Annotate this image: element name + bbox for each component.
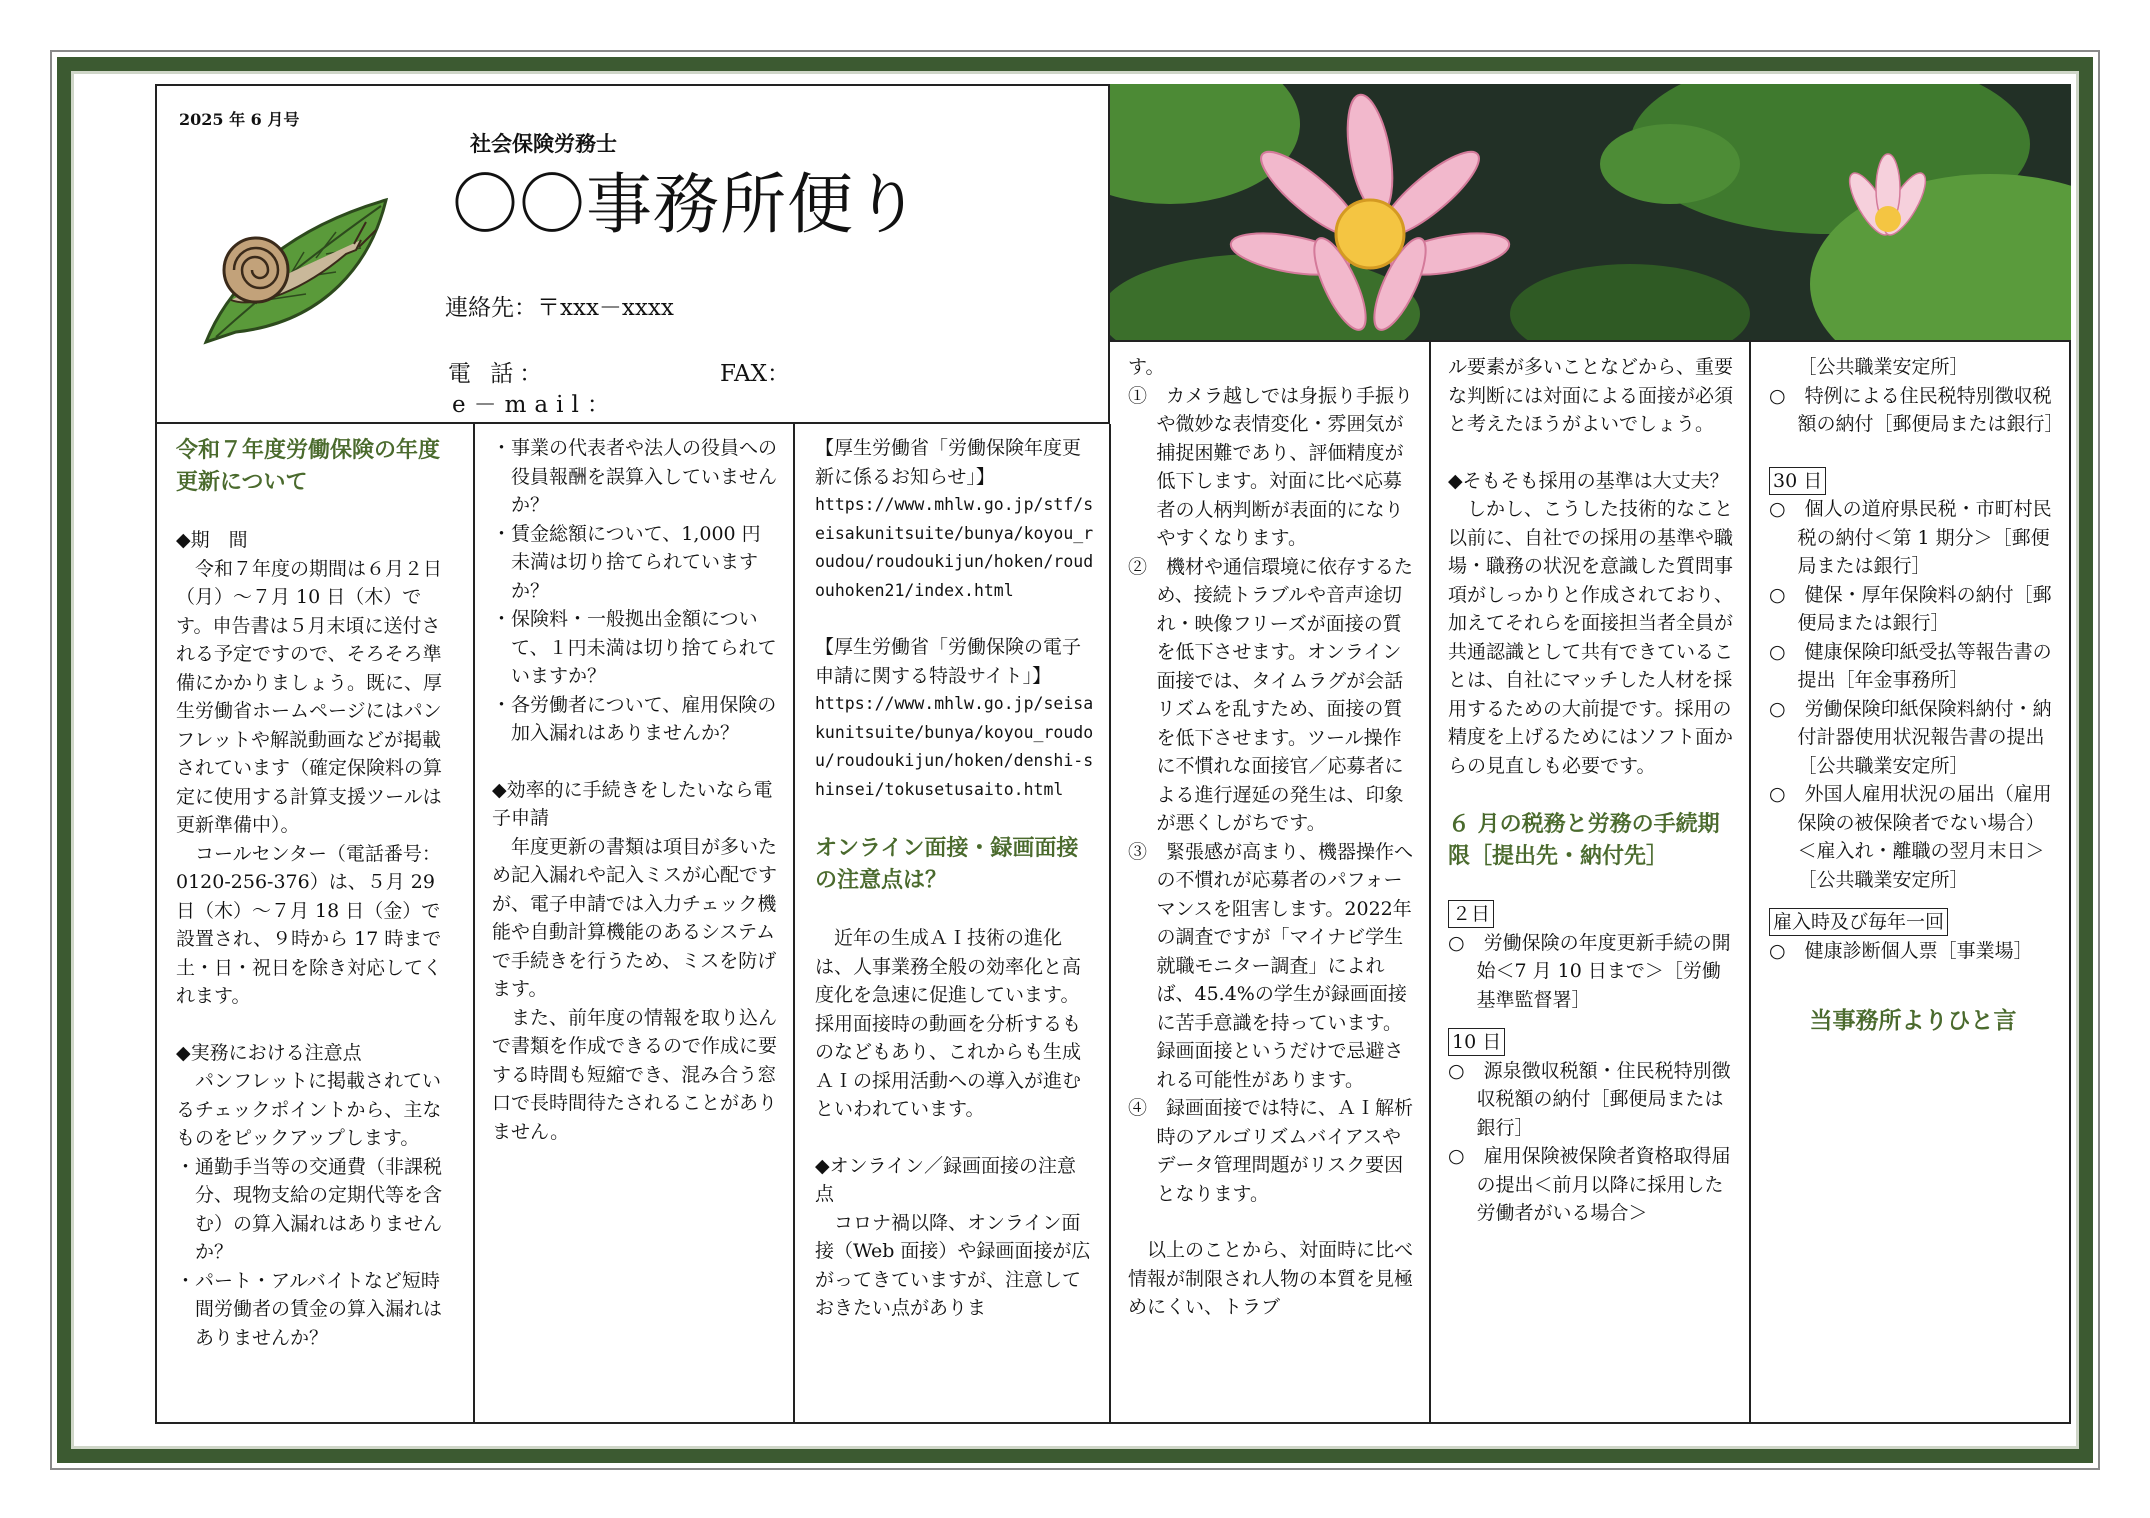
deadline-heading: ６ 月の税務と労務の手続期限［提出先・納付先］ xyxy=(1448,811,1720,869)
hiring-criteria-paragraph: しかし、こうした技術的なこと以前に、自社での採用の基準や職場・職務の状況を意識した質問事項がしっかりと作成されており、加えてそれらを面接担当者全員が共通認識として共有できていることは、自社にマッチした人材を採用するための大前提です。採用の精度を上げるためにはソフト面からの見直しも必要です。 xyxy=(1448,498,1734,777)
hiring-criteria-subheading: ◆そもそも採用の基準は大丈夫？ xyxy=(1448,469,1729,492)
e-filing-subheading: ◆効率的に手続きをしたいなら電子申請 xyxy=(492,778,773,829)
reference-title: 【厚生労働省「労働保険の電子申請に関する特設サイト」】 xyxy=(815,636,1082,687)
snail-on-leaf-illustration xyxy=(196,192,391,350)
period-subheading: ◆期 間 xyxy=(176,529,248,551)
contact-email: e－mail： xyxy=(452,392,618,418)
column-1 xyxy=(155,424,475,1424)
hiring-time-label: 雇入時及び毎年一回 xyxy=(1769,908,1948,936)
e-filing-paragraph-2: また、前年度の情報を取り込んで書類を作成できるので作成に要する時間も短縮でき、混み合う窓口で長時間待たされることがありません。 xyxy=(492,1006,778,1143)
checkpoint-item: ・保険料・一般拠出金額について、１円未満は切り捨てられていますか？ xyxy=(492,608,777,687)
deadline-item: ○ 雇用保険被保険者資格取得届の提出＜前月以降に採用した労働者がいる場合＞ xyxy=(1448,1145,1731,1224)
water-lily-photo xyxy=(1110,84,2071,342)
column-4 xyxy=(1111,342,1431,1424)
date-label-30: 30 日 xyxy=(1769,467,1826,495)
online-interview-heading: オンライン面接・録画面接の注意点は？ xyxy=(815,835,1079,893)
continued-text: す。 xyxy=(1128,356,1165,378)
column-3 xyxy=(795,424,1111,1424)
online-caution-paragraph: コロナ禍以降、オンライン面接（Web 面接）や録画面接が広がってきていますが、注意しておきたい点がありま xyxy=(815,1211,1091,1319)
column-6 xyxy=(1751,342,2071,1424)
deadline-item: ○ 労働保険印紙保険料納付・納付計器使用状況報告書の提出［公共職業安定所］ xyxy=(1769,697,2052,777)
checkpoint-item: ・パート・アルバイトなど短時間労働者の賃金の算入漏れはありませんか？ xyxy=(176,1269,443,1349)
reference-title: 【厚生労働省「労働保険年度更新に係るお知らせ」】 xyxy=(815,437,1082,488)
deadline-item: ○ 健保・厚年保険料の納付［郵便局または銀行］ xyxy=(1769,583,2052,634)
reference-url[interactable]: https://www.mhlw.go.jp/stf/seisakunitsuite/bunya/koyou_roudou/roudoukijun/hoken/roudouhoken21/index.html xyxy=(815,495,1094,600)
office-word-heading: 当事務所よりひと言 xyxy=(1809,1007,2017,1034)
numbered-point: ② 機材や通信環境に依存するため、接続トラブルや音声途切れ・映像フリーズが面接の質を低下させます。オンライン面接では、タイムラグが会話リズムを乱すため、面接の質を低下させます。ツール操作に不慣れな面接官／応募者による進行遅延の発生は、印象が悪くしがちです。 xyxy=(1128,555,1414,834)
caution-subheading: ◆実務における注意点 xyxy=(176,1041,362,1064)
contact-fax: FAX： xyxy=(720,361,790,387)
caution-paragraph: パンフレットに掲載されているチェックポイントから、主なものをピックアップします。 xyxy=(176,1070,442,1149)
column-5 xyxy=(1431,342,1751,1424)
continued-text: ル要素が多いことなどから、重要な判断には対面による面接が必須と考えたほうがよいでしょう。 xyxy=(1448,356,1734,435)
deadline-item: ○ 外国人雇用状況の届出（雇用保険の被保険者でない場合）＜雇入れ・離職の翌月末日＞［公共職業安定所］ xyxy=(1769,783,2052,891)
period-paragraph: 令和７年度の期間は６月２日（月）～７月 10 日（木）です。申告書は５月末頃に送付される予定ですので、そろそろ準備にかかりましょう。既に、厚生労働省ホームページにはパンフレットや解説動画などが掲載されています（確定保険料の算定に使用する計算支援ツールは更新準備中）。 xyxy=(176,557,443,836)
e-filing-paragraph: 年度更新の書類は項目が多いため記入漏れや記入ミスが心配ですが、電子申請では入力チェック機能や自動計算機能のあるシステムで手続きを行うため、ミスを防げます。 xyxy=(492,835,778,1000)
labor-insurance-heading: 令和７年度労働保険の年度更新について xyxy=(176,437,441,495)
date-label-2: ２日 xyxy=(1448,900,1494,928)
deadline-item: ○ 健康診断個人票［事業場］ xyxy=(1769,939,2033,962)
contact-address: 連絡先：〒xxx－xxxx xyxy=(445,295,674,321)
date-label-10: 10 日 xyxy=(1448,1028,1505,1056)
conclusion-paragraph: 以上のことから、対面時に比べ情報が制限され人物の本質を見極めにくい、トラブ xyxy=(1128,1239,1414,1318)
deadline-item: ○ 源泉徴収税額・住民税特別徴収税額の納付［郵便局または銀行］ xyxy=(1448,1059,1731,1139)
deadline-item: ○ 個人の道府県民税・市町村民税の納付＜第 1 期分＞［郵便局または銀行］ xyxy=(1769,498,2052,577)
numbered-point: ③ 緊張感が高まり、機器操作への不慣れが応募者のパフォーマンスを阻害します。2022年の調査ですが「マイナビ学生就職モニター調査」によれば、45.4%の学生が録画面接に苦手意識を持っています。録画面接というだけで忌避される可能性があります。 xyxy=(1128,840,1414,1091)
numbered-point: ① カメラ越しでは身振り手振りや微妙な表情変化・雰囲気が捕捉困難であり、評価精度が低下します。対面に比べ応募者の人柄判断が表面的になりやすくなります。 xyxy=(1128,384,1414,549)
numbered-point: ④ 録画面接では特に、ＡＩ解析時のアルゴリズムバイアスやデータ管理問題がリスク要因となります。 xyxy=(1128,1097,1414,1205)
column-2 xyxy=(475,424,795,1424)
contact-tel: 電 話： xyxy=(448,361,549,387)
checkpoint-item: ・賃金総額について、1,000 円未満は切り捨てられていますか？ xyxy=(492,522,761,602)
continued-text: ［公共職業安定所］ xyxy=(1797,356,1969,378)
newsletter-title: 〇〇事務所便り xyxy=(452,166,921,243)
reference-url[interactable]: https://www.mhlw.go.jp/seisakunitsuite/bunya/koyou_roudou/roudoukijun/hoken/denshi-shinsei/tokusetusaito.html xyxy=(815,694,1094,799)
issue-date: 2025 年 6 月号 xyxy=(179,110,300,129)
checkpoint-item: ・通勤手当等の交通費（非課税分、現物支給の定期代等を含む）の算入漏れはありませんか？ xyxy=(176,1155,443,1263)
online-caution-subheading: ◆オンライン／録画面接の注意点 xyxy=(815,1154,1077,1205)
online-interview-paragraph: 近年の生成ＡＩ技術の進化は、人事業務全般の効率化と高度化を急速に促進しています。採用面接時の動画を分析するものなどもあり、これからも生成ＡＩの採用活動への導入が進むといわれています。 xyxy=(815,927,1082,1120)
checkpoint-item: ・各労働者について、雇用保険の加入漏れはありませんか？ xyxy=(492,693,777,744)
call-center-paragraph: コールセンター（電話番号：0120-256-376）は、５月 29 日（木）～７月 18 日（金）で設置され、９時から 17 時まで土・日・祝日を除き対応してくれます。 xyxy=(176,842,443,1007)
deadline-item: ○ 健康保険印紙受払等報告書の提出［年金事務所］ xyxy=(1769,640,2052,691)
office-subtitle: 社会保険労務士 xyxy=(470,131,617,156)
deadline-item: ○ 特例による住民税特別徴収税額の納付［郵便局または銀行］ xyxy=(1769,384,2064,435)
checkpoint-item: ・事業の代表者や法人の役員への役員報酬を誤算入していませんか？ xyxy=(492,437,778,516)
deadline-item: ○ 労働保険の年度更新手続の開始＜7 月 10 日まで＞［労働基準監督署］ xyxy=(1448,931,1731,1011)
